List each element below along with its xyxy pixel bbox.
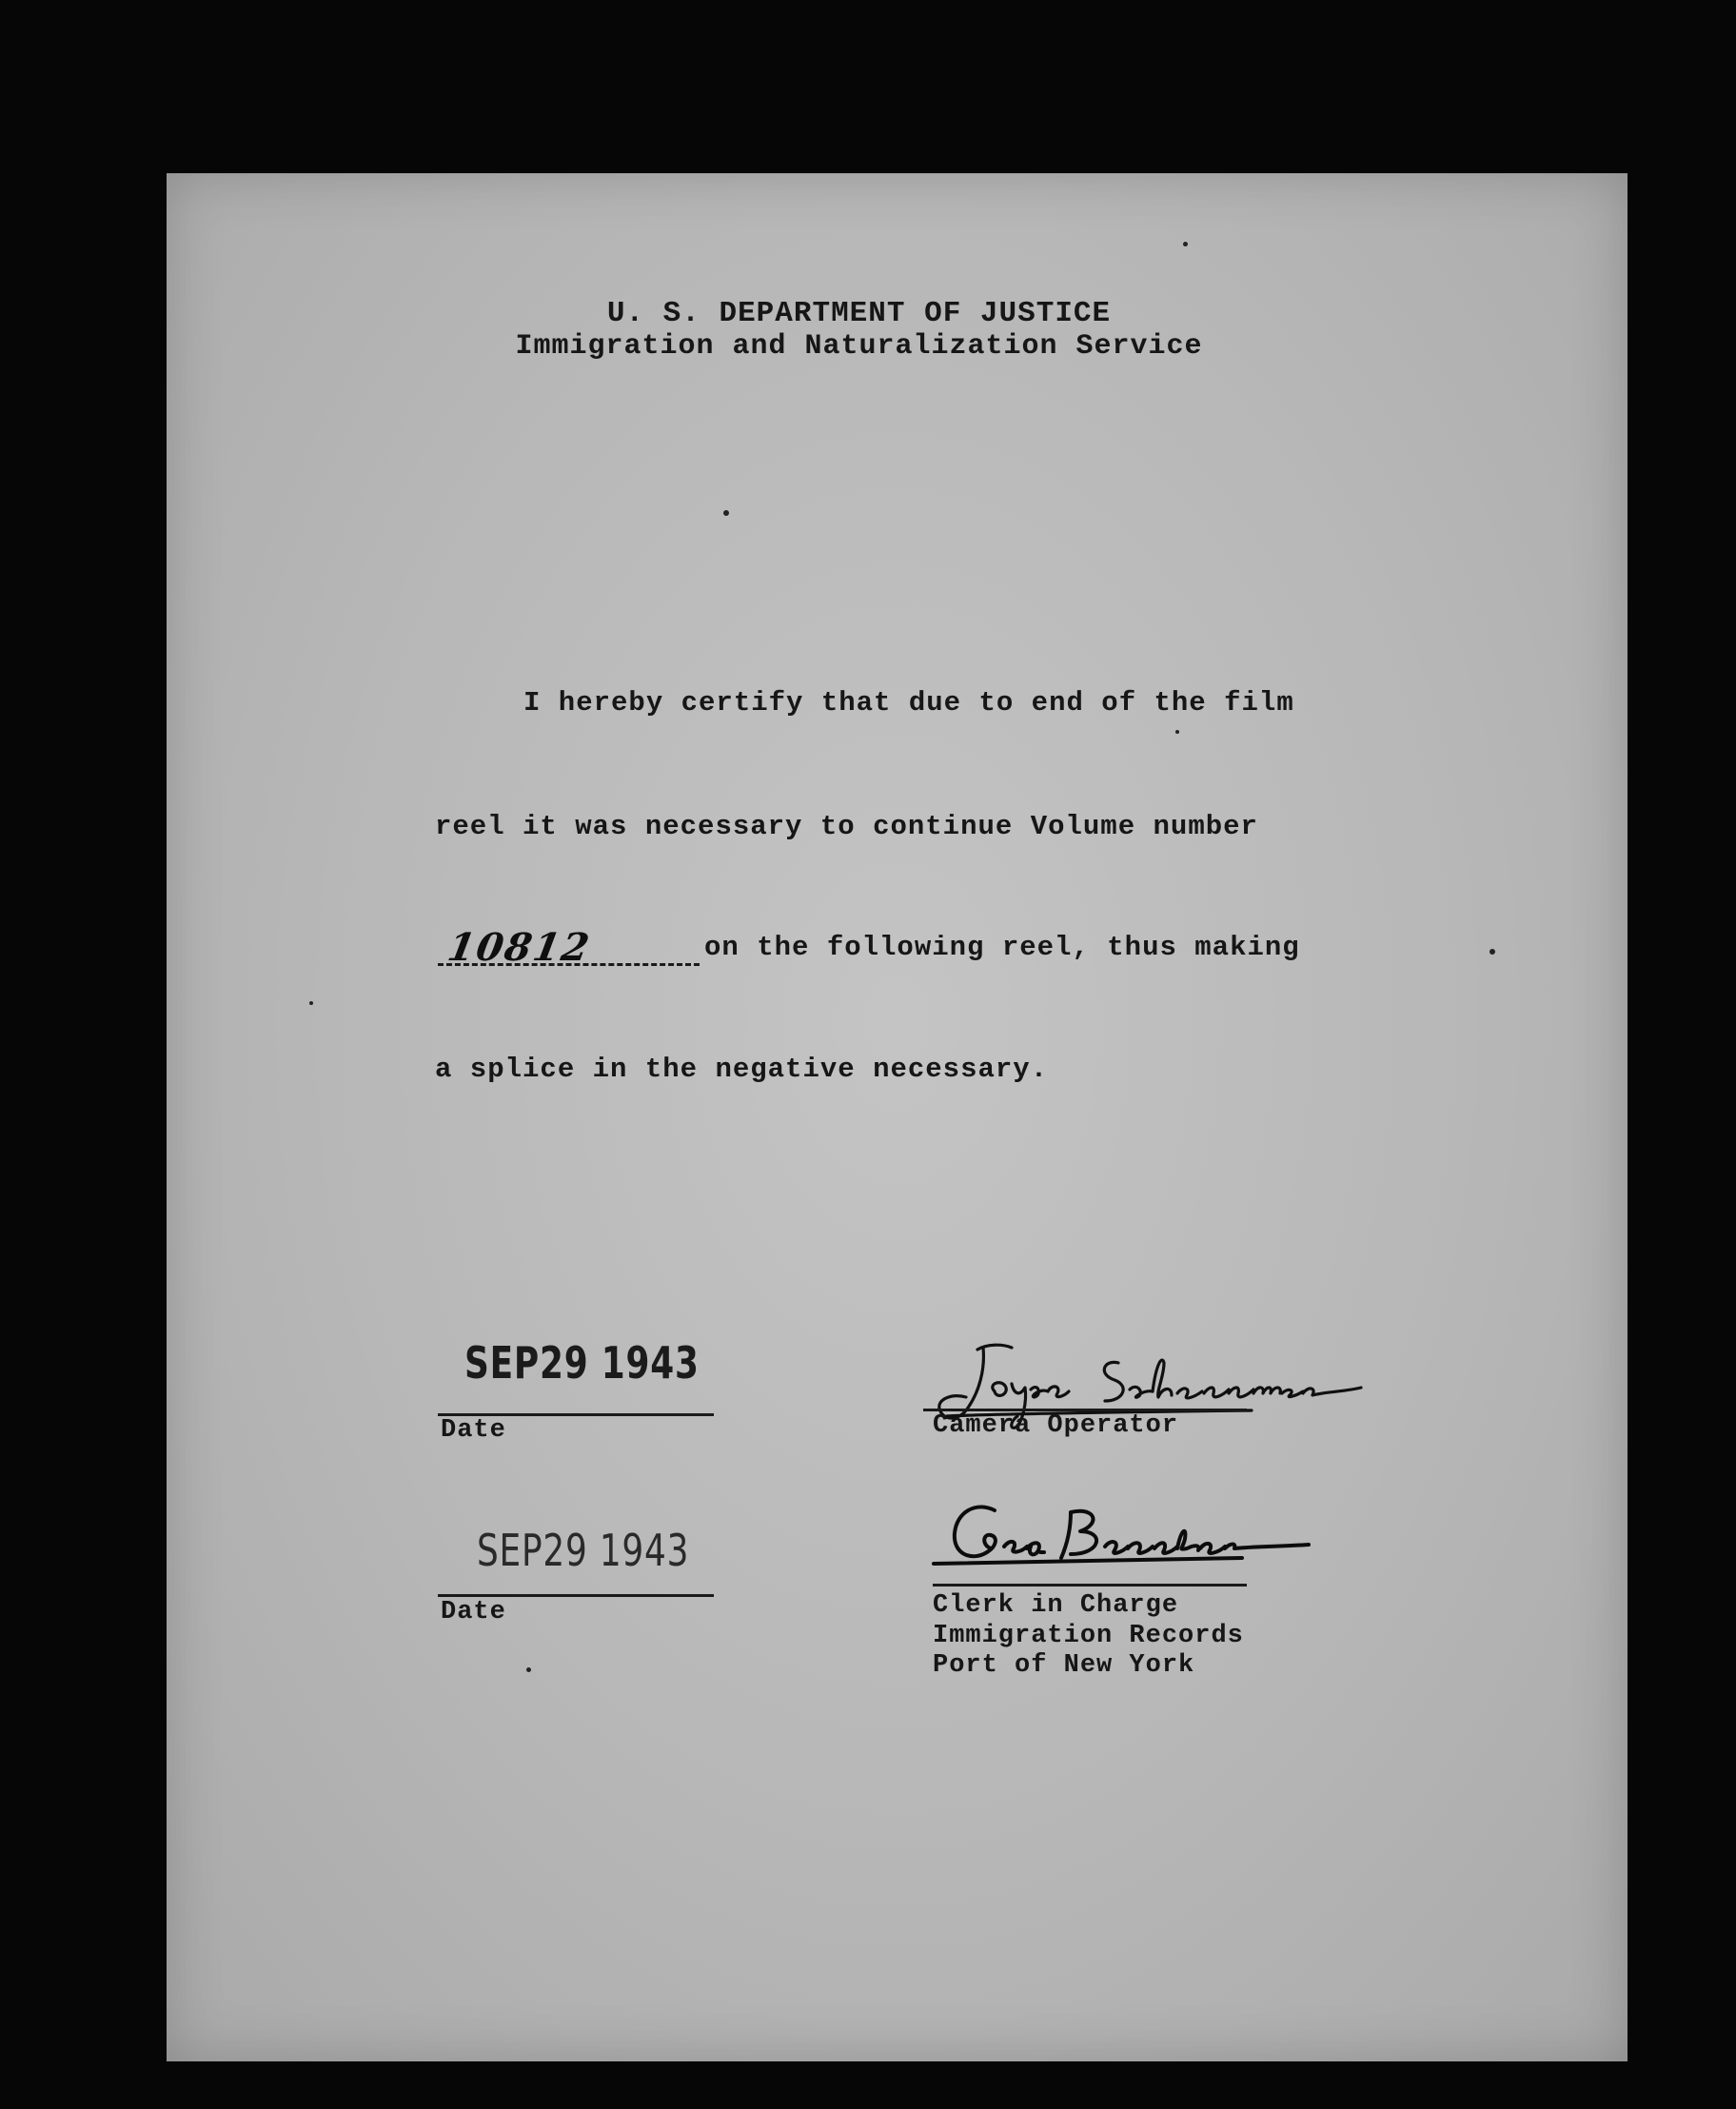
dust-speck: [1489, 949, 1495, 955]
date-stamp-2: SEP29 1943: [477, 1525, 690, 1576]
certificate-line-1: I hereby certify that due to end of the film: [523, 687, 1294, 719]
volume-number-blank-line: [438, 963, 700, 966]
department-heading: U. S. DEPARTMENT OF JUSTICE: [606, 297, 1112, 330]
certificate-line-3: on the following reel, thus making: [704, 932, 1300, 963]
clerk-line: [933, 1584, 1247, 1587]
dust-speck: [309, 1001, 313, 1005]
dust-speck: [1175, 730, 1179, 734]
date-label-2: Date: [441, 1598, 506, 1626]
document-page: [167, 173, 1628, 2061]
dust-speck: [723, 510, 729, 516]
date-stamp-1: SEP29 1943: [464, 1337, 700, 1389]
date-label-1: Date: [441, 1416, 506, 1445]
camera-operator-title: Camera Operator: [933, 1411, 1179, 1440]
volume-number-handwritten: 10812: [444, 925, 595, 970]
clerk-signature: [928, 1491, 1328, 1587]
clerk-title-line-3: Port of New York: [933, 1651, 1195, 1680]
dust-speck: [1183, 242, 1188, 246]
clerk-title-line-2: Immigration Records: [933, 1622, 1244, 1650]
clerk-title-line-1: Clerk in Charge: [933, 1591, 1179, 1620]
service-heading: Immigration and Naturalization Service: [515, 330, 1203, 363]
dust-speck: [526, 1667, 531, 1672]
certificate-line-2: reel it was necessary to continue Volume number: [435, 811, 1258, 842]
certificate-line-4: a splice in the negative necessary.: [435, 1054, 1049, 1085]
date-line-2: [438, 1594, 714, 1597]
